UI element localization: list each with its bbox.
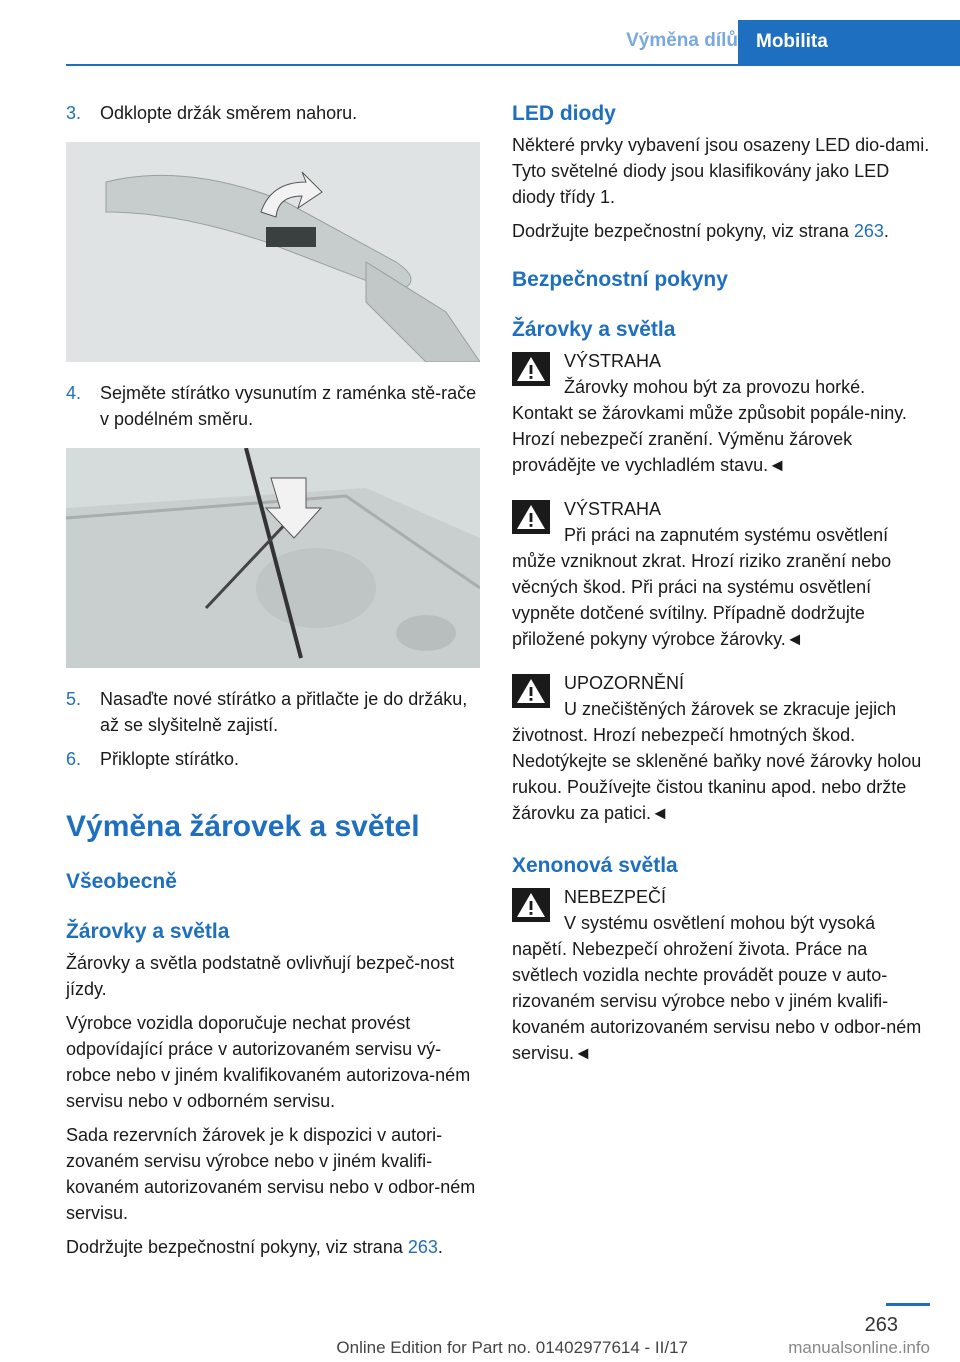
step-4: [66, 380, 480, 432]
paragraph: Žárovky a světla podstatně ovlivňují bezpeč‐nost jízdy.: [66, 953, 455, 999]
warning-title: NEBEZPEČÍ: [564, 887, 667, 907]
left-column: [66, 100, 480, 1268]
page-number: 263: [864, 1314, 898, 1336]
warning-triangle-icon: [512, 500, 550, 534]
paragraph-text: Dodržujte bezpečnostní pokyny, viz strana: [66, 1237, 408, 1257]
notice-block: [512, 670, 932, 826]
warning-title: UPOZORNĚNÍ: [564, 673, 685, 693]
page-header: [66, 20, 960, 66]
danger-block: [512, 884, 932, 1066]
step-number: 6.: [66, 749, 82, 769]
warning-block: [512, 496, 932, 652]
edition-note: Online Edition for Part no. 01402977614 - II/17: [336, 1338, 688, 1357]
warning-triangle-icon: [512, 888, 550, 922]
step-text: Sejměte stírátko vysunutím z raménka stě‐rače v podélném směru.: [100, 383, 477, 429]
footer-rule: [886, 1303, 930, 1306]
step-number: 5.: [66, 689, 82, 709]
safety-heading: Bezpečnostní pokyny: [512, 268, 728, 291]
warning-title: VÝSTRAHA: [564, 499, 662, 519]
warning-title: VÝSTRAHA: [564, 351, 662, 371]
paragraph-text: Dodržujte bezpečnostní pokyny, viz strana: [512, 221, 854, 241]
warning-text: napětí. Nebezpečí ohrožení života. Práce na světlech vozidla nechte provádět pouze v auto‐rizovaném servisu výrobce nebo v jiném kvalifi‐kovaném autorizovaném servisu nebo v odbor‐ném servisu.◄: [512, 939, 922, 1063]
warning-first-line: U znečištěných žárovek se zkracuje jejich: [564, 699, 897, 719]
xenon-heading: Xenonová světla: [512, 854, 678, 877]
bulbs-heading: Žárovky a světla: [512, 318, 676, 341]
paragraph: Sada rezervních žárovek je k dispozici v autori‐zovaném servisu výrobce nebo v jiném kvalifi‐kovaném autorizovaném servisu nebo v odbor‐ném servisu.: [66, 1125, 476, 1223]
watermark: manualsonline.info: [788, 1338, 930, 1357]
paragraph-end: .: [437, 1237, 443, 1257]
led-heading: LED diody: [512, 102, 616, 125]
warning-first-line: V systému osvětlení mohou být vysoká: [564, 913, 876, 933]
paragraph: [66, 1234, 480, 1260]
step-6: [66, 746, 480, 772]
page-link[interactable]: 263: [407, 1237, 438, 1257]
step-text: Nasaďte nové stírátko a přitlačte je do držáku, až se slyšitelně zajistí.: [100, 689, 468, 735]
subheading-general: Všeobecně: [66, 870, 177, 893]
subheading-bulbs: Žárovky a světla: [66, 920, 230, 943]
paragraph-end: .: [883, 221, 889, 241]
step-text: Přiklopte stírátko.: [100, 749, 240, 769]
wiper-holder-illustration: [66, 142, 480, 362]
warning-text: může vzniknout zkrat. Hrozí riziko zranění nebo věcných škod. Při práci na systému osvětlení vypněte dotčené svítilny. Případně dodržujte přiložené pokyny výrobce žárovky.◄: [512, 551, 892, 649]
warning-first-line: Žárovky mohou být za provozu horké.: [564, 377, 866, 397]
warning-text: Kontakt se žárovkami může způsobit popále‐niny. Hrozí nebezpečí zranění. Výměnu žárovek provádějte ve vychladlém stavu.◄: [512, 403, 907, 475]
step-text: Odklopte držák směrem nahoru.: [100, 103, 358, 123]
windshield-wiper-illustration: [66, 448, 480, 668]
page-link[interactable]: 263: [853, 221, 884, 241]
warning-first-line: Při práci na zapnutém systému osvětlení: [564, 525, 889, 545]
right-column: [512, 100, 932, 1078]
step-3: [66, 100, 480, 126]
section-title: Výměna dílů: [626, 30, 738, 51]
warning-text: životnost. Hrozí nebezpečí hmotných škod. Nedotýkejte se skleněné baňky nové žárovky holou rukou. Používejte čistou tkaninu apod. nebo držte žárovku za patici.◄: [512, 725, 922, 823]
warning-triangle-icon: [512, 674, 550, 708]
step-number: 4.: [66, 383, 82, 403]
warning-block: [512, 348, 932, 478]
paragraph: Některé prvky vybavení jsou osazeny LED dio‐dami. Tyto světelné diody jsou klasifikovány jako LED diody třídy 1.: [512, 135, 930, 207]
paragraph: [512, 218, 932, 244]
chapter-tab: Mobilita: [738, 20, 960, 64]
step-number: 3.: [66, 103, 82, 123]
paragraph: Výrobce vozidla doporučuje nechat provést odpovídající práce v autorizovaném servisu vý‐robce nebo v jiném kvalifikovaném autorizova‐ném servisu nebo v odborném servisu.: [66, 1013, 471, 1111]
section-heading: Výměna žárovek a světel: [66, 810, 420, 843]
warning-triangle-icon: [512, 352, 550, 386]
step-5: [66, 686, 480, 738]
